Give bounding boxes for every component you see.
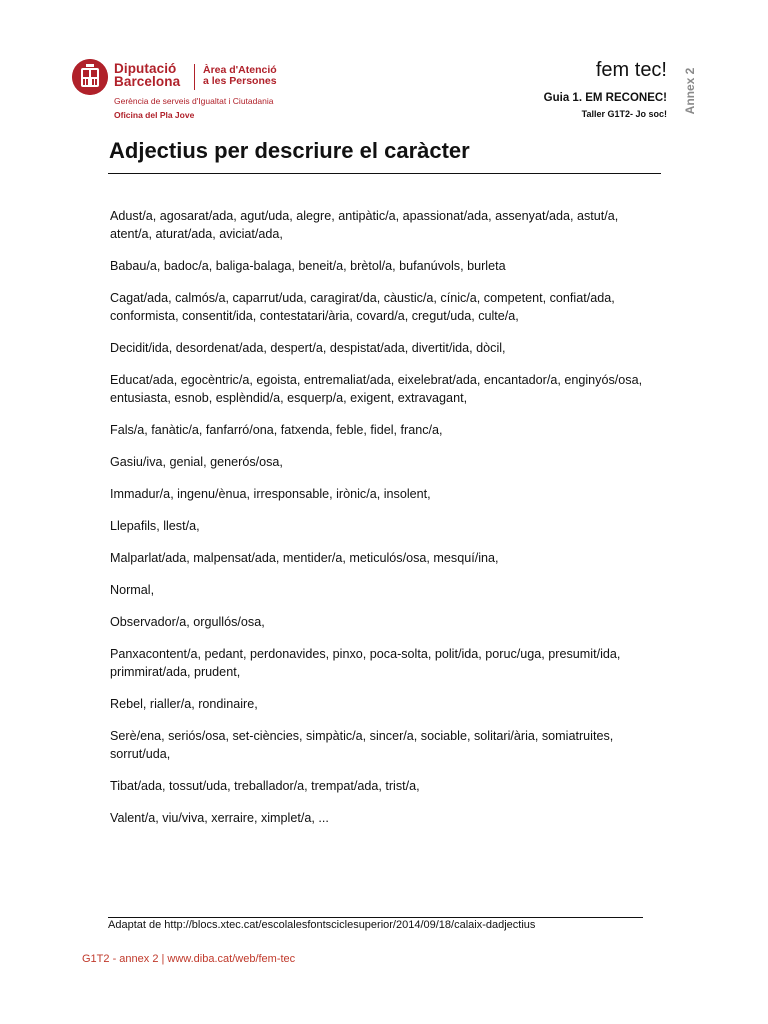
guide-label: Guia 1. EM RECONEC! [543,92,667,104]
source-footnote: Adaptat de http://blocs.xtec.cat/escolalesfontsciclesuperior/2014/09/18/calaix-dadjectius [108,919,536,931]
adjective-group-f: Fals/a, fanàtic/a, fanfarró/ona, fatxenda, feble, fidel, franc/a, [110,423,443,437]
adjective-group-t: Tibat/ada, tossut/uda, treballador/a, trempat/ada, trist/a, [110,779,420,793]
page-title: Adjectius per descriure el caràcter [109,138,470,163]
logo-area-line: Àrea d'Atenció [203,64,277,76]
annex-tab-label: Annex 2 [683,67,697,115]
logo-area [203,65,277,87]
annex-tab [681,64,699,118]
adjective-group-b: Babau/a, badoc/a, baliga-balaga, beneit/a, brètol/a, bufanúvols, burleta [110,259,506,273]
logo-divider [194,64,195,90]
brand-name: fem tec! [595,59,667,81]
coat-of-arms-icon [72,59,108,95]
adjective-group-s: Serè/ena, seriós/osa, set-ciències, simpàtic/a, sincer/a, sociable, solitari/ària, somiatruites, sorrut/uda, [110,729,614,761]
adjective-group-p: Panxacontent/a, pedant, perdonavides, pinxo, poca-solta, polit/ida, poruc/uga, presumit/ida, primmirat/ada, prudent, [110,647,621,679]
adjective-group-g: Gasiu/iva, genial, generós/osa, [110,455,283,469]
adjective-group-m: Malparlat/ada, malpensat/ada, mentider/a, meticulós/osa, mesquí/ina, [110,551,499,565]
adjective-group-r: Rebel, rialler/a, rondinaire, [110,697,258,711]
logo-name [114,62,180,88]
logo-area-line: a les Persones [203,75,277,87]
workshop-label: Taller G1T2- Jo soc! [581,109,667,119]
organization-logo [72,59,372,123]
adjective-group-e: Educat/ada, egocèntric/a, egoista, entremaliat/ada, eixelebrat/ada, encantador/a, enginyós/osa, entusiasta, esnob, esplèndid/a, esquerp/a, exigent, extravagant, [110,373,643,405]
title-divider [108,173,661,174]
logo-office: Oficina del Pla Jove [114,110,195,120]
logo-subtitle: Gerència de serveis d'Igualtat i Ciutadania [114,96,274,106]
logo-name-line: Barcelona [114,74,181,89]
adjective-group-i: Immadur/a, ingenu/ènua, irresponsable, irònic/a, insolent, [110,487,431,501]
adjective-list [110,207,650,841]
adjective-group-v: Valent/a, viu/viva, xerraire, ximplet/a, ... [110,811,329,825]
adjective-group-o: Observador/a, orgullós/osa, [110,615,265,629]
adjective-group-n: Normal, [110,583,155,597]
page-footer: G1T2 - annex 2 | www.diba.cat/web/fem-tec [82,953,296,965]
logo-name-line: Diputació [114,61,177,76]
adjective-group-a: Adust/a, agosarat/ada, agut/uda, alegre, antipàtic/a, apassionat/ada, assenyat/ada, astut/a, atent/a, aturat/ada, aviciat/ada, [110,209,619,241]
adjective-group-ll: Llepafils, llest/a, [110,519,200,533]
adjective-group-d: Decidit/ida, desordenat/ada, despert/a, despistat/ada, divertit/ida, dòcil, [110,341,506,355]
adjective-group-c: Cagat/ada, calmós/a, caparrut/uda, caragirat/da, càustic/a, cínic/a, competent, confiat/ada, conformista, consentit/ida, contestatari/ària, covard/a, cregut/uda, culte/a, [110,291,615,323]
footnote-divider [108,917,643,918]
